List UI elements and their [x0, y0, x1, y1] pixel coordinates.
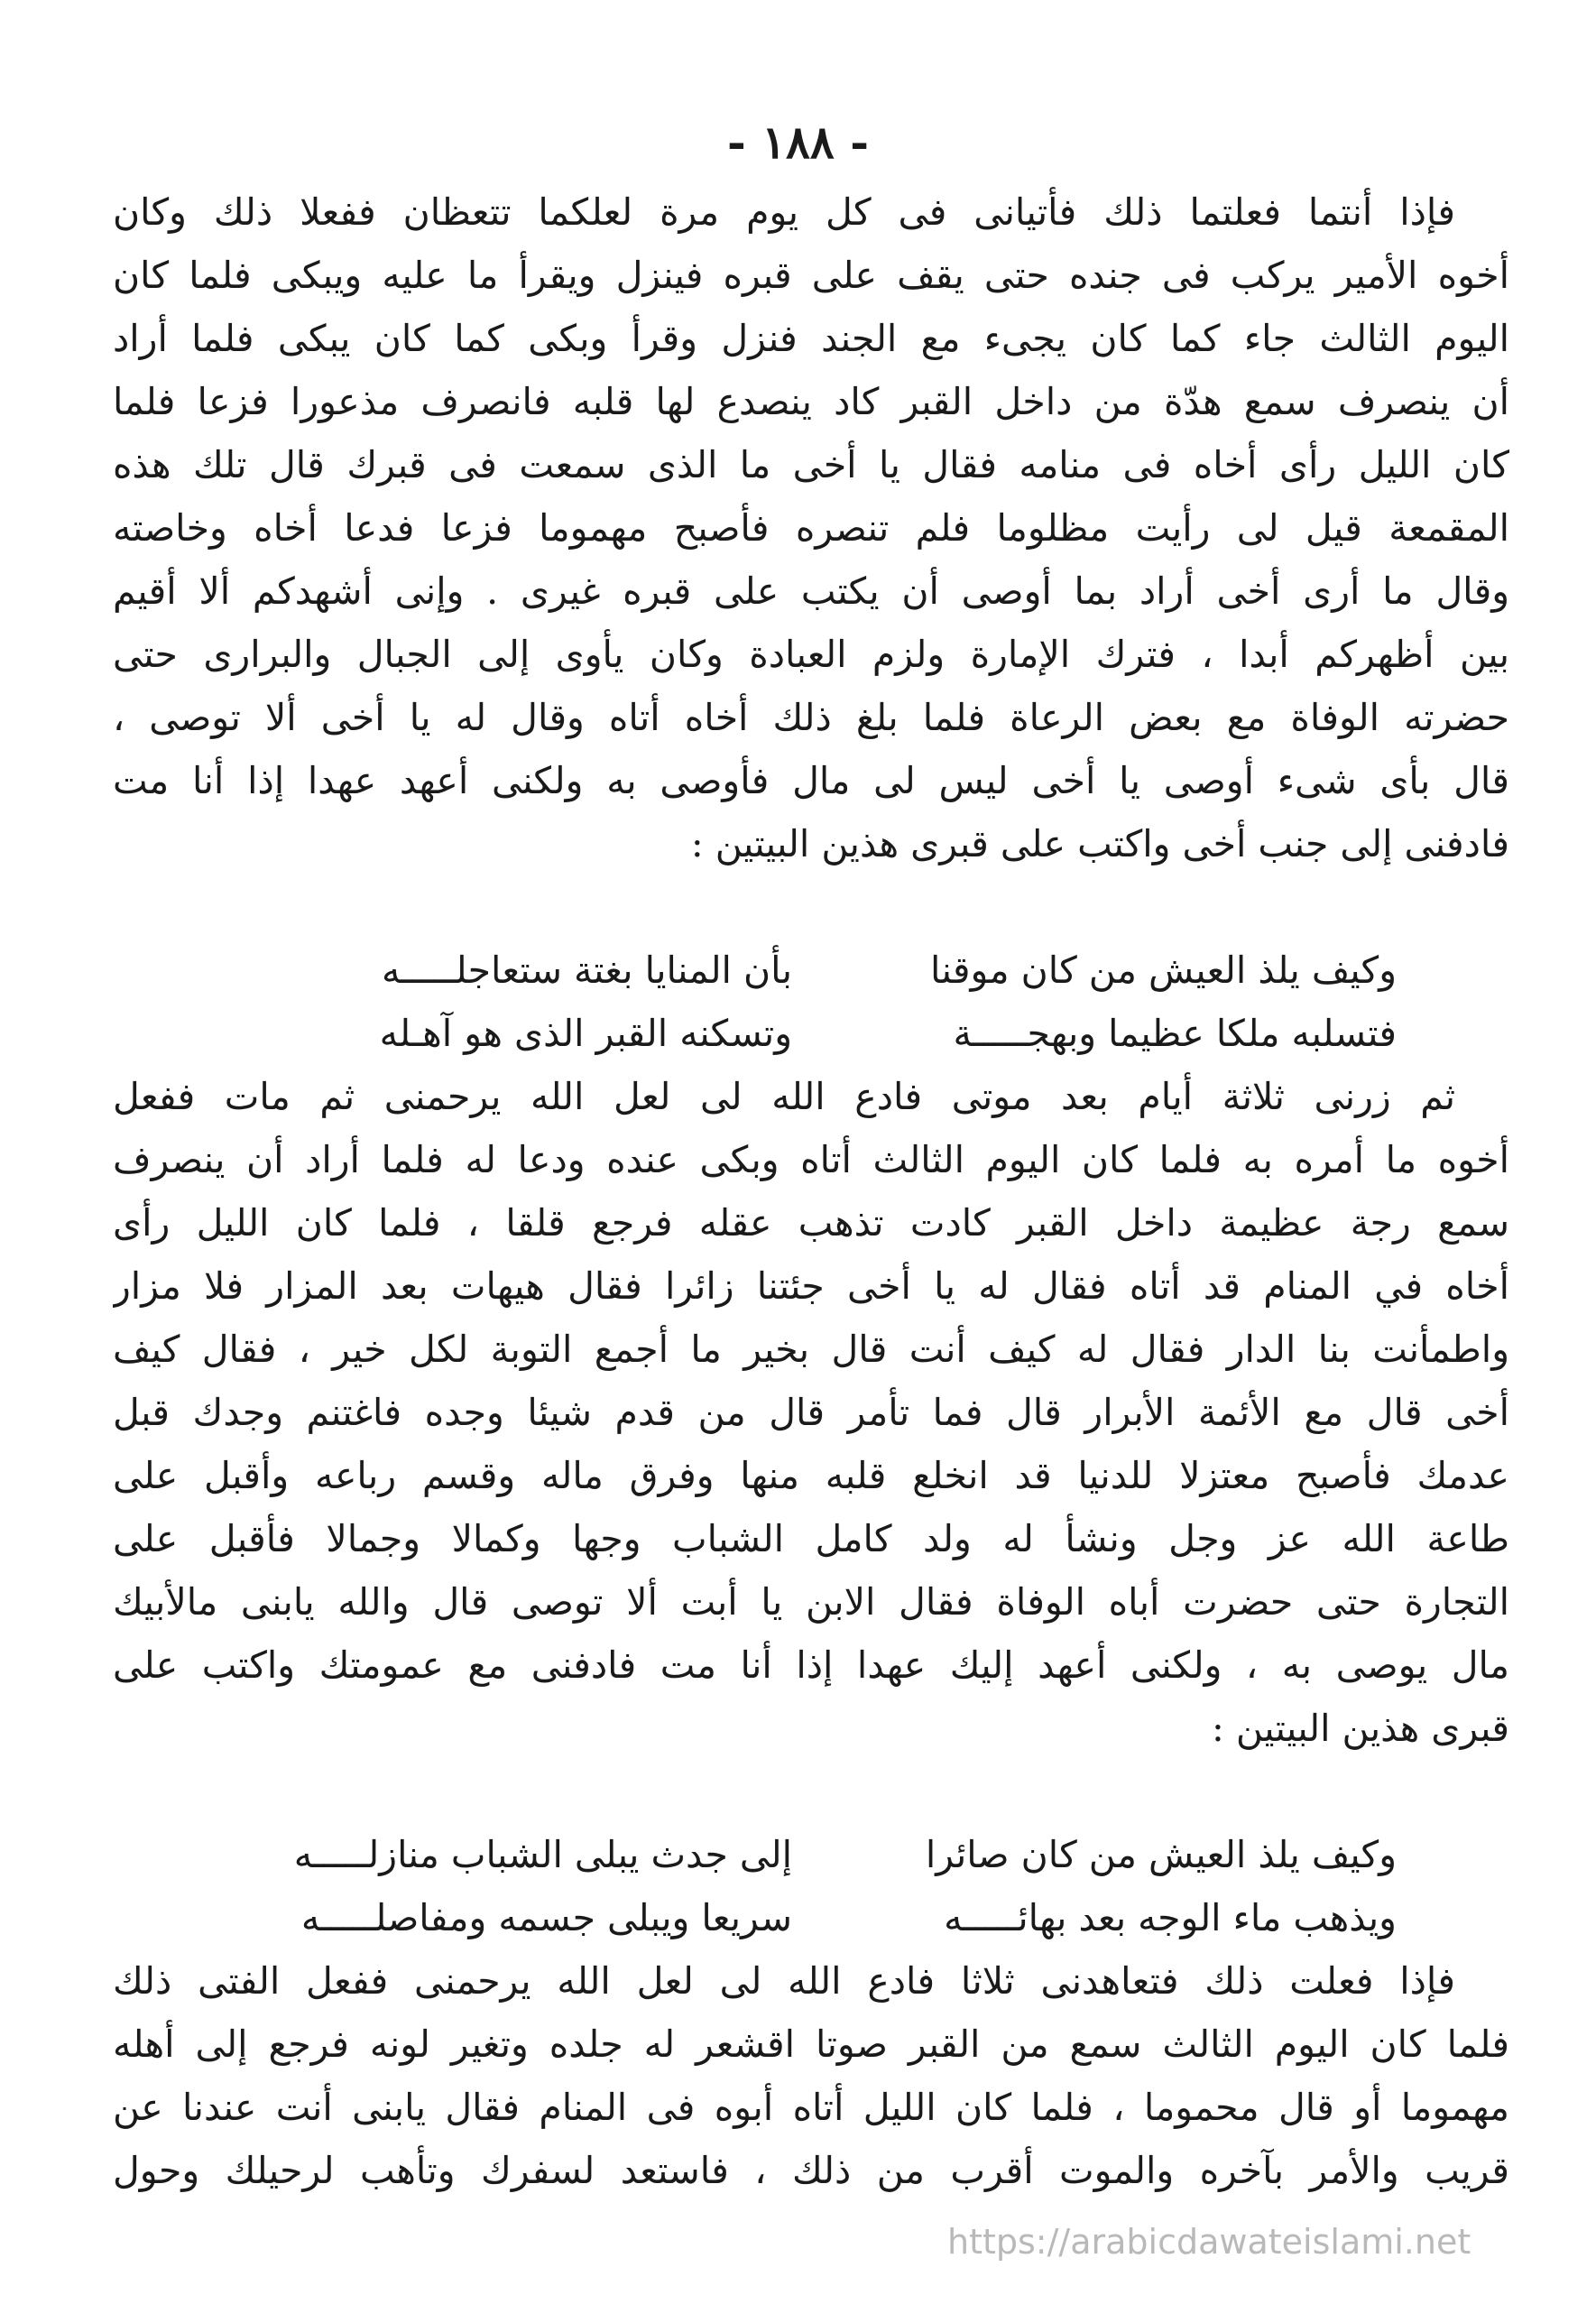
text-line: أن ينصرف سمع هدّة من داخل القبر كاد ينصدع لها قلبه فانصرف مذعورا فزعا فلما: [113, 380, 1509, 423]
poem-2: [113, 1823, 1509, 1949]
poem-verse: [113, 1823, 1509, 1886]
text-line: اليوم الثالث جاء كما كان يجىء مع الجند فنزل وقرأ وبكى كما كان يبكى فلما أراد: [113, 317, 1509, 360]
text-line: مهموما أو قال محموما ، فلما كان الليل أتاه أبوه فى المنام فقال يابنى أنت عندنا عن: [113, 2086, 1509, 2129]
text-line: فإذا أنتما فعلتما ذلك فأتيانى فى كل يوم مرة لعلكما تتعظان ففعلا ذلك وكان: [113, 190, 1455, 234]
poem-verse: [113, 939, 1509, 1002]
text-line: قبرى هذين البيتين :: [1212, 1707, 1509, 1750]
text-line: التجارة حتى حضرت أباه الوفاة فقال الابن يا أبت ألا توصى قال والله يابنى مالأبيك: [113, 1580, 1509, 1624]
text-line: عدمك فأصبح معتزلا للدنيا قد انخلع قلبه منها وفرق ماله وقسم رباعه وأقبل على: [113, 1454, 1509, 1497]
paragraph-1: [113, 180, 1509, 875]
verse-hemistich-left: وتسكنه القبر الذى هو آهـله: [379, 1012, 792, 1055]
verse-hemistich-left: سريعا ويبلى جسمه ومفاصلـــــه: [300, 1896, 792, 1939]
text-line: أخاه في المنام قد أتاه فقال له يا أخى جئتنا زائرا فقال هيهات بعد المزار فلا مزار: [113, 1264, 1509, 1308]
text-line: مال يوصى به ، ولكنى أعهد إليك عهدا إذا أنا مت فادفنى مع عمومتك واكتب على: [113, 1643, 1509, 1687]
poem-1: [113, 939, 1509, 1065]
poem-verse: [113, 1886, 1509, 1949]
text-line: قريب والأمر بآخره والموت أقرب من ذلك ، فاستعد لسفرك وتأهب لرحيلك وحول: [113, 2149, 1509, 2192]
text-line: فلما كان اليوم الثالث سمع من القبر صوتا اقشعر له جلده وتغير لونه فرجع إلى أهله: [113, 2022, 1509, 2066]
verse-hemistich-right: وكيف يلذ العيش من كان موقنا: [929, 949, 1397, 992]
paragraph-3: [113, 1949, 1509, 2202]
text-line: المقمعة قيل لى رأيت مظلوما فلم تنصره فأصبح مهموما فزعا فدعا أخاه وخاصته: [113, 506, 1509, 550]
page-number: - ١٨٨ -: [727, 116, 869, 169]
text-line: كان الليل رأى أخاه فى منامه فقال يا أخى ما الذى سمعت فى قبرك قال تلك هذه: [113, 443, 1509, 486]
text-line: فادفنى إلى جنب أخى واكتب على قبرى هذين البيتين :: [690, 822, 1509, 865]
text-line: وقال ما أرى أخى أراد بما أوصى أن يكتب على قبره غيرى . وإنى أشهدكم ألا أقيم: [113, 569, 1509, 613]
verse-hemistich-right: فتسلبه ملكا عظيما وبهجـــــة: [953, 1012, 1397, 1055]
text-line: واطمأنت بنا الدار فقال له كيف أنت قال بخير ما أجمع التوبة لكل خير ، فقال كيف: [113, 1328, 1509, 1371]
verse-hemistich-left: بأن المنايا بغتة ستعاجلـــــه: [382, 949, 792, 992]
poem-verse: [113, 1002, 1509, 1065]
text-line: أخى قال مع الأئمة الأبرار قال فما تأمر قال من قدم شيئا وجده فاغتنم وجدك قبل: [113, 1391, 1509, 1434]
paragraph-2: [113, 1065, 1509, 1760]
website-watermark: https://arabicdawateislami.net: [947, 2222, 1471, 2262]
text-line: طاعة الله عز وجل ونشأ له ولد كامل الشباب وجها وكمالا وجمالا فأقبل على: [113, 1517, 1509, 1560]
text-line: بين أظهركم أبدا ، فترك الإمارة ولزم العبادة وكان يأوى إلى الجبال والبرارى حتى: [113, 633, 1509, 676]
text-line: حضرته الوفاة مع بعض الرعاة فلما بلغ ذلك أخاه أتاه وقال له يا أخى ألا توصى ،: [113, 696, 1509, 739]
text-line: سمع رجة عظيمة داخل القبر كادت تذهب عقله فرجع قلقا ، فلما كان الليل رأى: [113, 1201, 1509, 1245]
text-line: فإذا فعلت ذلك فتعاهدنى ثلاثا فادع الله لى لعل الله يرحمنى ففعل الفتى ذلك: [113, 1959, 1455, 2003]
verse-hemistich-right: وكيف يلذ العيش من كان صائرا: [925, 1833, 1397, 1876]
text-line: ثم زرنى ثلاثة أيام بعد موتى فادع الله لى لعل الله يرحمنى ثم مات ففعل: [113, 1075, 1455, 1118]
text-line: أخوه ما أمره به فلما كان اليوم الثالث أتاه وبكى عنده ودعا له فلما أراد أن ينصرف: [113, 1138, 1509, 1181]
text-line: قال بأى شىء أوصى يا أخى ليس لى مال فأوصى به ولكنى أعهد عهدا إذا أنا مت: [113, 759, 1509, 802]
verse-hemistich-left: إلى جدث يبلى الشباب منازلـــــه: [293, 1833, 792, 1876]
verse-hemistich-right: ويذهب ماء الوجه بعد بهائـــــه: [944, 1896, 1397, 1939]
text-line: أخوه الأمير يركب فى جنده حتى يقف على قبره فينزل ويقرأ ما عليه ويبكى فلما كان: [113, 254, 1509, 297]
